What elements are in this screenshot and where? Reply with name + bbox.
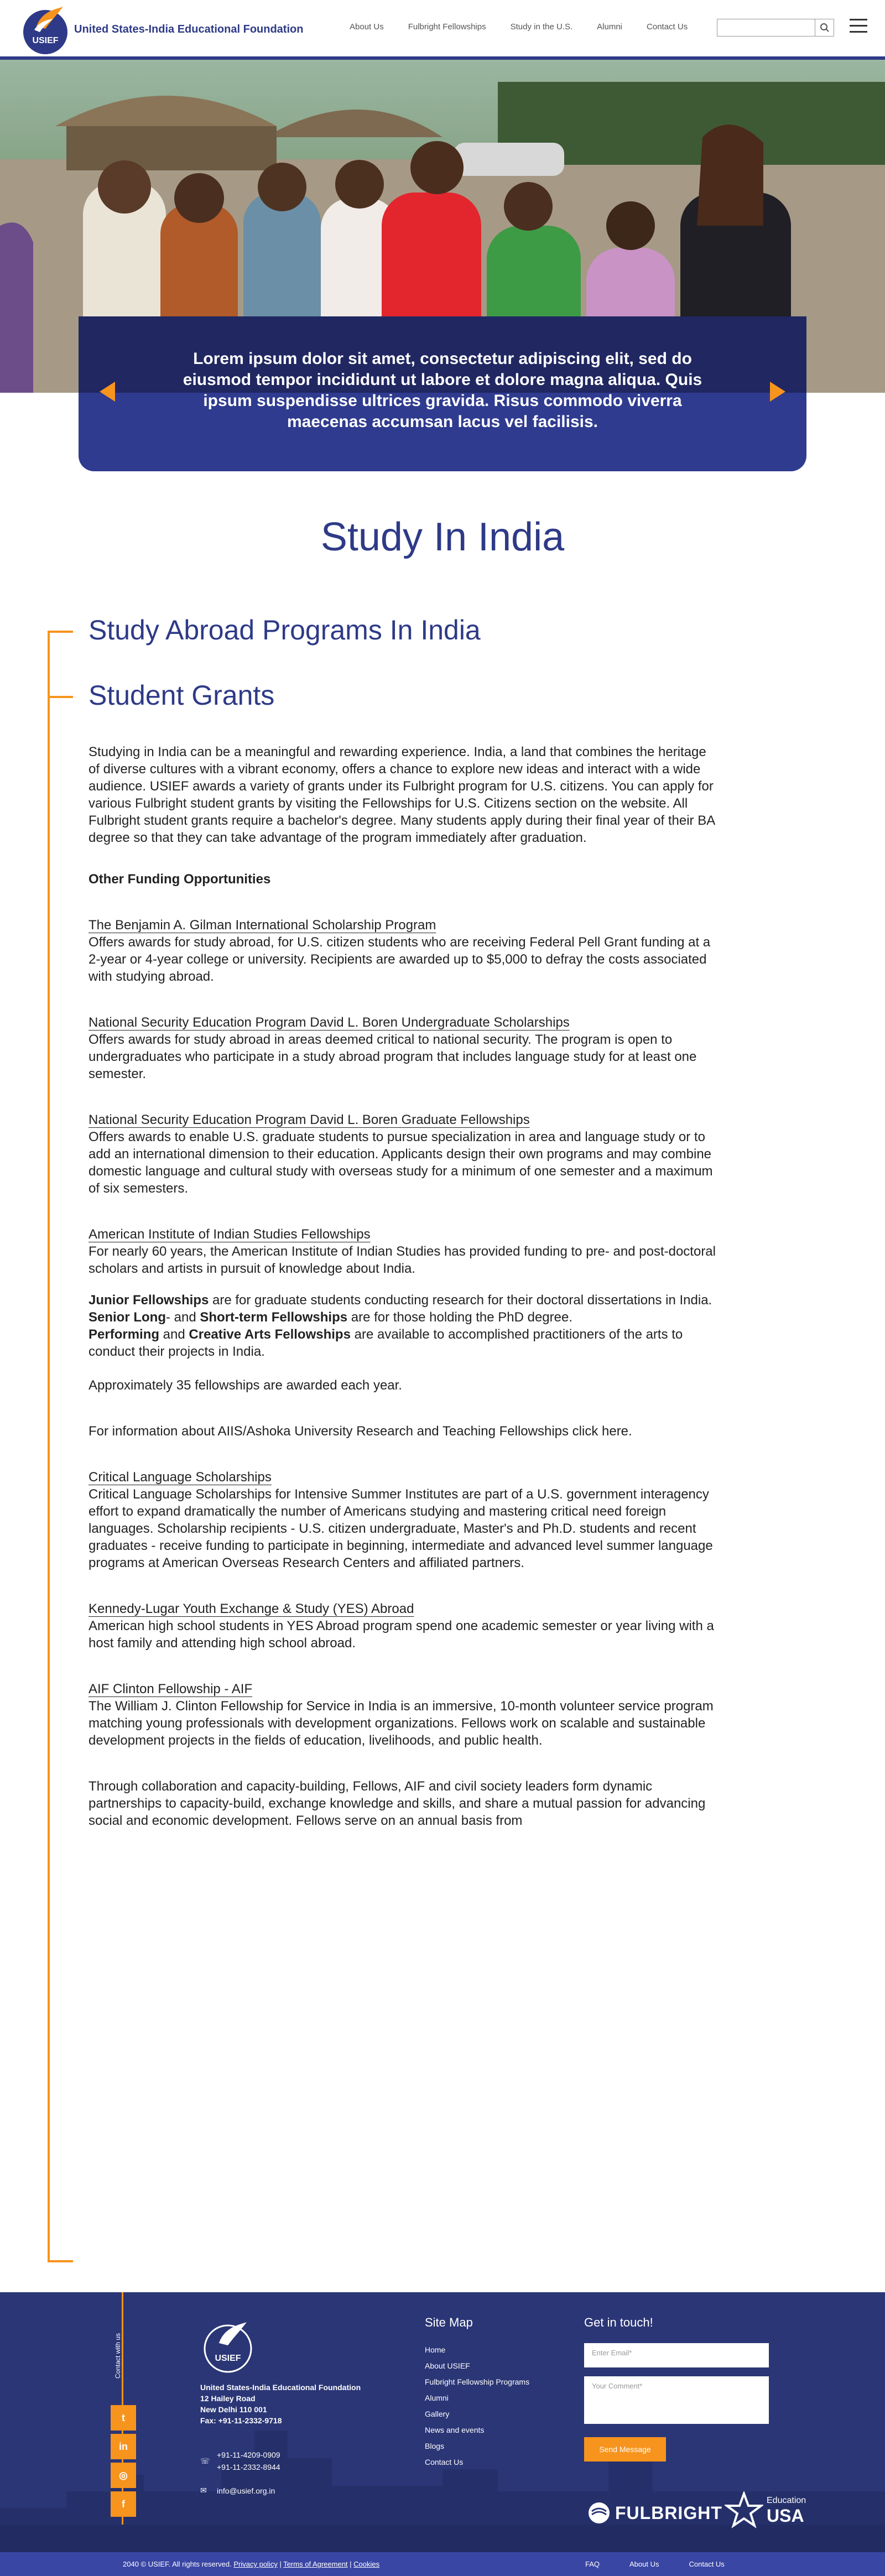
link-aif-clinton[interactable]: AIF Clinton Fellowship - AIF (88, 1682, 253, 1696)
bracket-tick-mid (48, 696, 73, 698)
nav-about-us[interactable]: About Us (350, 22, 384, 32)
aiis-info-link[interactable]: For information about AIIS/Ashoka University Research and Teaching Fellowships click here. (88, 1424, 632, 1439)
sitemap-list (425, 2345, 529, 2474)
footer-usief-logo (200, 2319, 256, 2374)
aiis-description: For nearly 60 years, the American Institute of Indian Studies has provided funding to pre- and post-doctoral scholars and artists in pursuit of knowledge about India. (88, 1244, 716, 1276)
carousel-prev-arrow-icon[interactable] (100, 382, 115, 402)
send-message-button[interactable]: Send Message (584, 2437, 666, 2461)
sitemap-news[interactable]: News and events (425, 2426, 485, 2434)
search-button[interactable] (815, 19, 834, 36)
search-box (717, 19, 834, 37)
bracket-tick-bottom (48, 2260, 73, 2262)
terms-link[interactable]: Terms of Agreement (283, 2560, 348, 2568)
education-usa-logo[interactable]: Education USA (725, 2491, 806, 2530)
copyright: 2040 © USIEF. All rights reserved. Privacy policy | Terms of Agreement | Cookies (123, 2560, 380, 2568)
link-boren-undergraduate[interactable]: National Security Education Program David L. Boren Undergraduate Scholarships (88, 1015, 570, 1030)
follow-us-label: Contact with us (114, 2333, 122, 2379)
privacy-policy-link[interactable]: Privacy policy (233, 2560, 278, 2568)
bottom-about-link[interactable]: About Us (629, 2560, 659, 2568)
aif-description-2: Through collaboration and capacity-building, Fellows, AIF and civil society leaders form dynamic partnerships to capacity-build, exchange knowledge and skills, and share a mutual passion for advancing social and economic development. Fellows serve on an annual basis from (88, 1779, 706, 1828)
bottom-faq-link[interactable]: FAQ (585, 2560, 600, 2568)
star-icon (725, 2491, 763, 2530)
carousel-next-arrow-icon[interactable] (770, 382, 785, 402)
sitemap-home[interactable]: Home (425, 2345, 446, 2354)
header (0, 0, 885, 60)
nav-fulbright-fellowships[interactable]: Fulbright Fellowships (408, 22, 486, 32)
yes-abroad-description: American high school students in YES Abroad program spend one academic semester or year living with a host family and attending high school abroad. (88, 1619, 714, 1651)
sitemap-title: Site Map (425, 2315, 473, 2329)
main-content (88, 743, 719, 1829)
bottom-bar (0, 2552, 885, 2576)
facebook-icon[interactable]: f (111, 2491, 136, 2517)
other-funding-heading: Other Funding Opportunities (88, 872, 271, 887)
boren-graduate-description: Offers awards to enable U.S. graduate students to pursue specialization in area and language study or to add an international dimension to their education. Applicants design their own programs and may combine domestic language and cultural study with overseas study for a minimum of one semester and a maximum of six semesters. (88, 1130, 713, 1196)
bracket-tick-top (48, 631, 73, 633)
critical-language-description: Critical Language Scholarships for Intensive Summer Institutes are part of a U.S. government interagency effort to expand dramatically the number of Americans studying and mastering critical need foreign languages. Scholarship recipients - U.S. citizen undergraduate, Master's and Ph.D. students and recent graduates - receive funding to participate in beginning, intermediate and advanced level summer language programs at American Overseas Research Centers and affiliated partners. (88, 1487, 713, 1570)
intro-paragraph: Studying in India can be a meaningful and rewarding experience. India, a land that combines the heritage of diverse cultures with a vibrant economy, offers a chance to explore new ideas and interact with a wide audience. USIEF awards a variety of grants under its Fulbright program for U.S. citizens. You can apply for various Fulbright student grants by visiting the Fellowships for U.S. Citizens section on the website. All Fulbright student grants require a bachelor's degree. Many students apply during their final year of their BA degree so that they can take advantage of the program immediately after graduation. (88, 745, 715, 845)
sitemap-alumni[interactable]: Alumni (425, 2393, 449, 2402)
section-heading-student-grants: Student Grants (88, 680, 275, 711)
brand-name[interactable]: United States-India Educational Foundation (74, 23, 304, 35)
footer-phone: ☏ +91-11-4209-0909 +91-11-2332-8944 (200, 2450, 280, 2471)
nav-study-in-us[interactable]: Study in the U.S. (510, 22, 573, 32)
bottom-contact-link[interactable]: Contact Us (689, 2560, 725, 2568)
footer-email[interactable]: ✉ info@usief.org.in (200, 2486, 275, 2495)
page-title: Study In India (320, 515, 565, 559)
hamburger-menu-icon[interactable] (850, 19, 867, 34)
link-aiis[interactable]: American Institute of Indian Studies Fellowships (88, 1227, 371, 1242)
instagram-icon[interactable]: ◎ (111, 2463, 136, 2488)
aif-description-1: The William J. Clinton Fellowship for Service in India is an immersive, 10-month volunteer service program matching young professionals with development organizations. Fellows work on scalable and sustainable development projects in the fields of education, livelihoods, and public health. (88, 1699, 714, 1748)
sitemap-fulbright[interactable]: Fulbright Fellowship Programs (425, 2377, 530, 2386)
svg-text:USIEF: USIEF (32, 36, 59, 45)
section-heading-study-abroad: Study Abroad Programs In India (88, 615, 481, 646)
phone-icon: ☏ (200, 2456, 210, 2465)
link-boren-graduate[interactable]: National Security Education Program David L. Boren Graduate Fellowships (88, 1112, 530, 1127)
linkedin-icon[interactable]: in (111, 2434, 136, 2459)
search-input[interactable] (717, 19, 813, 36)
aiis-performing: Performing and Creative Arts Fellowships are available to accomplished practitioners of the arts to conduct their projects in India. (88, 1327, 683, 1359)
nav-alumni[interactable]: Alumni (597, 22, 623, 32)
footer-email-input[interactable]: Enter Email* (584, 2343, 769, 2367)
bottom-links (585, 2560, 754, 2568)
mail-icon: ✉ (200, 2486, 207, 2495)
hero-caption-text: Lorem ipsum dolor sit amet, consectetur adipiscing elit, sed do eiusmod tempor incididunt ut labore et dolore magna aliqua. Quis ipsum suspendisse ultrices gravida. Risus commodo viverra maecenas accumsan lacus vel facilisis. (183, 350, 702, 431)
nav-contact-us[interactable]: Contact Us (647, 22, 688, 32)
twitter-icon[interactable]: t (111, 2405, 136, 2431)
link-yes-abroad[interactable]: Kennedy-Lugar Youth Exchange & Study (YES) Abroad (88, 1601, 414, 1616)
usief-logo[interactable] (20, 4, 71, 55)
footer-comment-input[interactable]: Your Comment* (584, 2376, 769, 2424)
get-in-touch-title: Get in touch! (584, 2315, 653, 2329)
search-icon (820, 23, 830, 33)
cookies-link[interactable]: Cookies (353, 2560, 380, 2568)
main-nav (350, 22, 712, 32)
gilman-description: Offers awards for study abroad, for U.S. citizen students who are receiving Federal Pell Grant funding at a 2-year or 4-year college or university. Recipients are awarded up to $5,000 to defray the costs associated with studying abroad. (88, 935, 711, 984)
sitemap-contact[interactable]: Contact Us (425, 2458, 464, 2466)
section-bracket (48, 631, 74, 2262)
aiis-senior: Senior Long- and Short-term Fellowships are for those holding the PhD degree. (88, 1310, 573, 1325)
svg-text:USIEF: USIEF (215, 2354, 241, 2363)
fulbright-logo[interactable]: FULBRIGHT (587, 2501, 722, 2525)
aiis-junior: Junior Fellowships are for graduate students conducting research for their doctoral dissertations in India. (88, 1293, 712, 1308)
link-gilman[interactable]: The Benjamin A. Gilman International Scholarship Program (88, 918, 436, 933)
sitemap-gallery[interactable]: Gallery (425, 2410, 450, 2418)
footer-address: United States-India Educational Foundation 12 Hailey Road New Delhi 110 001 Fax: +91-11-2332-9718 (200, 2383, 361, 2425)
link-critical-language[interactable]: Critical Language Scholarships (88, 1470, 272, 1485)
boren-undergraduate-description: Offers awards for study abroad in areas deemed critical to national security. The program is open to undergraduates who participate in a study abroad program that includes language study for at least one semester. (88, 1032, 697, 1081)
sitemap-about[interactable]: About USIEF (425, 2361, 470, 2370)
aiis-count: Approximately 35 fellowships are awarded each year. (88, 1378, 402, 1393)
fulbright-emblem-icon (587, 2501, 611, 2525)
sitemap-blogs[interactable]: Blogs (425, 2442, 445, 2450)
